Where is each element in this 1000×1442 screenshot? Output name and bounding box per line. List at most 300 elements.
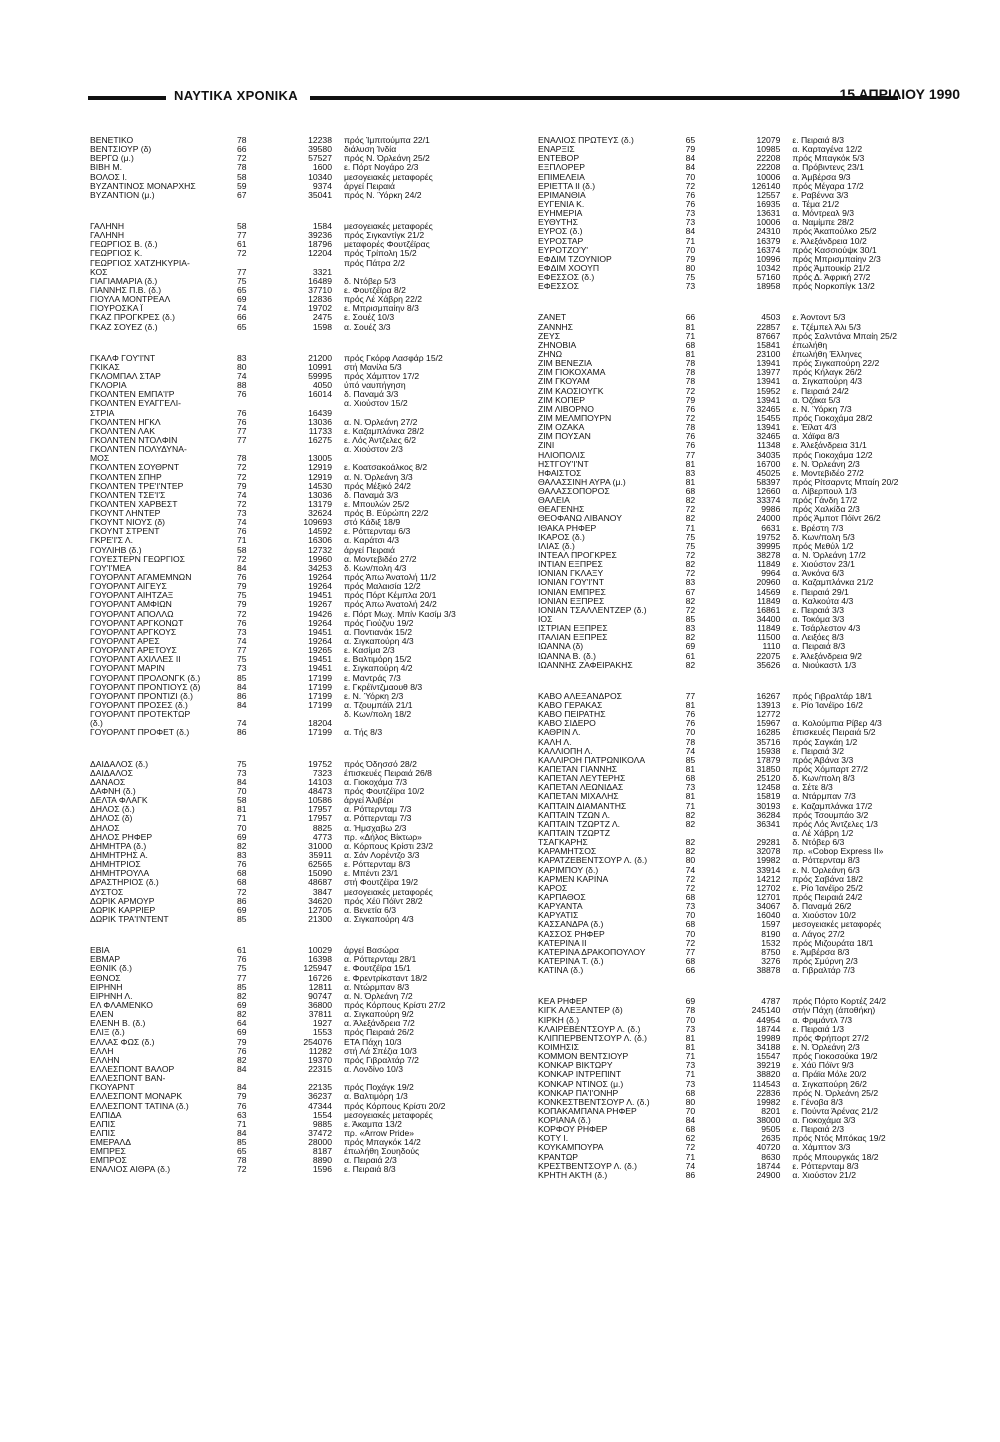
ship-row (90, 1074, 486, 1083)
ship-row (90, 323, 486, 332)
tonnage: 15455 (756, 412, 781, 423)
ship-name: ΓΚΟΥΝΤ ΛΗΝΤΕΡ (90, 509, 161, 519)
ship-row (538, 264, 934, 273)
position-note: ε. Τσάρλεστον 4/3 (792, 624, 861, 634)
tonnage: 36237 (308, 1091, 332, 1102)
ship-name: ΚΟΡΦΟΥ ΡΗΦΕΡ (538, 1125, 608, 1135)
ship-row (90, 163, 486, 172)
position-note: πρός Κήλαγκ 26/2 (792, 368, 862, 378)
year-built: 81 (685, 700, 696, 711)
ship-name: ΖΙΜ ΟΖΑΚΑ (538, 423, 585, 433)
tonnage: 21300 (308, 913, 332, 924)
year-built: 67 (237, 189, 247, 200)
year-built: 82 (685, 513, 696, 524)
tonnage: 12836 (308, 294, 332, 305)
ship-name: ΙΟΝΙΑΝ ΤΣΑΛΛΕΝΤΖΕΡ (δ.) (538, 605, 647, 615)
position-note: α. Βαλτιμόρη 1/3 (344, 1092, 408, 1102)
year-built: 72 (685, 937, 696, 948)
year-built: 70 (685, 1014, 696, 1025)
ship-name: ΖΗΝΟΒΙΑ (538, 340, 577, 350)
year-built: 76 (237, 1100, 247, 1111)
ship-name: ΤΣΑΓΚΑΡΗΣ (538, 838, 588, 848)
tonnage: 17199 (308, 681, 332, 692)
ship-name: ΚΑΡΜΕΝ ΚΑΡΙΝΑ (538, 874, 609, 884)
position-note: πρός Ρίτσαρντς Μπαίη 20/2 (792, 477, 899, 487)
ship-row (90, 173, 486, 182)
ship-name: ΕΛΛΕΣΠΟΝΤ ΒΑΝ- (90, 1074, 166, 1084)
ship-row (538, 966, 934, 975)
ship-row (538, 227, 934, 236)
ship-row (538, 792, 934, 801)
position-note: πρός Μέγαρα 17/2 (792, 181, 864, 191)
position-note: ε. Χιούστον 23/1 (792, 560, 855, 570)
position-note: έπωλήθη Έλληνες (792, 349, 862, 359)
tonnage: 15952 (756, 385, 781, 396)
tonnage: 1927 (312, 1018, 332, 1029)
year-built: 78 (685, 367, 696, 378)
ship-name: (δ.) (90, 719, 103, 729)
year-built: 79 (685, 144, 696, 155)
tonnage: 12811 (308, 981, 332, 992)
tonnage: 1584 (312, 220, 332, 231)
year-built: 82 (237, 1009, 247, 1020)
tonnage: 10985 (756, 144, 781, 155)
tonnage: 19264 (308, 636, 332, 647)
ship-name: ΕΛΛΑΣ ΦΩΣ (δ.) (90, 1037, 155, 1047)
ship-name: ΔΗΜΗΤΡΑ (δ.) (90, 841, 147, 851)
ship-row (90, 286, 486, 295)
year-built: 78 (237, 453, 247, 464)
position-note: πρός Μπαγκόκ 5/3 (792, 154, 865, 164)
tonnage: 12772 (756, 709, 781, 720)
ship-name: ΓΟΥΟΡΛΝΤ ΠΡΟΤΕΚΤΩΡ (90, 710, 191, 720)
ship-name: ΓΚΟΛΝΤΕΝ ΕΜΠΑ'Ι'Ρ (90, 390, 175, 400)
position-note: α. Καράτσι 4/3 (344, 536, 400, 546)
ship-row (90, 778, 486, 787)
year-built: 71 (685, 1151, 696, 1162)
year-built: 74 (237, 489, 247, 500)
ship-row (90, 555, 486, 564)
year-built: 76 (237, 416, 247, 427)
tonnage: 36284 (756, 809, 781, 820)
tonnage: 10006 (756, 217, 781, 228)
tonnage: 13941 (756, 376, 781, 387)
year-built: 76 (237, 954, 247, 965)
ship-name: ΚΟΤΥ Ι. (538, 1134, 569, 1144)
ship-row (90, 610, 486, 619)
year-built: 68 (685, 919, 696, 930)
tonnage: 37811 (308, 1009, 332, 1020)
year-built: 72 (685, 412, 696, 423)
ship-name: ΕΥΡΟΣ (δ.) (538, 227, 583, 237)
position-note: πρός Γιβραλτάρ 7/2 (344, 1055, 419, 1065)
position-note: α. Πειραιά 8/3 (792, 642, 846, 652)
ship-row (90, 600, 486, 609)
ship-row (538, 387, 934, 396)
tonnage: 35911 (308, 849, 332, 860)
tonnage: 10342 (756, 262, 781, 273)
year-built: 86 (237, 690, 247, 701)
position-note: α. Καρταγένα 12/2 (792, 145, 863, 155)
tonnage: 13913 (756, 700, 781, 711)
ship-name: ΙΟΝΙΑΝ ΕΜΠΡΕΣ (538, 587, 606, 597)
year-built: 72 (685, 1142, 696, 1153)
position-note (344, 719, 486, 728)
tonnage: 1600 (312, 162, 332, 173)
position-note: ε. Σουέζ 10/3 (344, 313, 395, 323)
year-built: 73 (685, 208, 696, 219)
position-note: δ. Ντόβερ 6/3 (792, 838, 845, 848)
tonnage: 19989 (756, 1032, 781, 1043)
tonnage: 24000 (756, 513, 781, 524)
position-note: ε. Πειραιά 8/3 (792, 136, 844, 145)
ship-name: ΚΟΝΚΕΣΤΒΕΝΤΣΟΥΡ Λ. (δ.) (538, 1097, 650, 1107)
position-note: πρός Ν. Ύόρκη 24/2 (344, 190, 422, 200)
year-built: 85 (237, 913, 247, 924)
tonnage: 48473 (308, 786, 332, 796)
position-note: α. Πρόβιντενς 23/1 (792, 163, 864, 173)
tonnage: 38000 (756, 1115, 781, 1126)
year-built: 78 (237, 162, 247, 173)
ship-name: ΚΟΙΜΗΣΙΣ (538, 1042, 579, 1052)
tonnage: 2635 (761, 1133, 781, 1144)
tonnage: 12557 (756, 189, 781, 200)
year-built: 69 (237, 1027, 247, 1038)
tonnage: 38820 (756, 1069, 781, 1080)
position-note: ε. Ρόττερνταμ 6/3 (344, 527, 411, 537)
position-note: μεσογειακές μεταφορές (344, 172, 433, 182)
year-built: 72 (237, 553, 247, 564)
ship-name: ΓΚΟΛΝΤΕΝ ΣΟΥΘΡΝΤ (90, 463, 180, 473)
position-note: στή Λά Σπέζια 10/3 (344, 1046, 417, 1056)
ship-name: ΚΟΝΚΑΡ ΝΤΙΝΟΣ (μ.) (538, 1079, 624, 1089)
tonnage: 15967 (756, 718, 781, 729)
ship-name: ΕΥΡΟΣΤΑΡ (538, 236, 584, 246)
year-built: 82 (237, 1054, 247, 1065)
ship-name: ΖΙΜ ΠΟΥΣΑΝ (538, 432, 591, 442)
ship-name: ΚΑΡΟΣ (538, 883, 568, 893)
ship-row (538, 451, 934, 460)
ship-row (90, 463, 486, 472)
year-built: 71 (685, 235, 696, 246)
position-note: ε. Άκαμπα 13/2 (344, 1119, 402, 1129)
position-note: α. Ν. Όρλεάνη 3/3 (344, 472, 413, 482)
ship-row (538, 902, 934, 911)
position-note: α. Ν. Όρλεάνη 27/2 (344, 417, 418, 427)
tonnage: 245140 (751, 1005, 781, 1016)
year-built: 69 (237, 999, 247, 1010)
position-note: α. Σέτε 8/3 (792, 783, 833, 793)
ship-name: ΓΙΑΓΙΑΜΑΡΙΑ (δ.) (90, 276, 158, 286)
ship-name: ΓΚΛΟΡΙΑ (90, 381, 127, 391)
position-note: α. Ναμίμπε 28/2 (792, 218, 854, 228)
ship-name: ΕΒΙΑ (90, 946, 110, 956)
position-note: ε. Ν. Ύόρκη 2/3 (344, 691, 404, 701)
ship-name: ΓΑΛΗΝΗ (90, 231, 125, 241)
tonnage: 48687 (308, 877, 332, 888)
ship-name: ΓΚΟΛΝΤΕΝ ΤΡΕ'Ι'ΝΤΕΡ (90, 481, 184, 491)
ship-row (538, 939, 934, 948)
position-note: α. Λονδίνο 10/3 (344, 1064, 403, 1074)
ship-row (90, 860, 486, 869)
ship-row (538, 875, 934, 884)
year-built: 82 (685, 659, 696, 670)
year-built: 58 (237, 795, 247, 806)
ship-name: ΔΥΣΤΟΣ (90, 887, 124, 897)
ship-name: ΚΙΓΚ ΑΛΕΞΑΝΤΕΡ (δ) (538, 1006, 623, 1016)
tonnage: 1110 (762, 641, 781, 652)
position-note: δ. Παναμά 3/3 (344, 490, 399, 500)
tonnage: 20960 (756, 577, 781, 588)
year-built: 79 (237, 480, 247, 491)
position-note: ε. Άλεξάνδρεια 31/1 (792, 441, 867, 451)
ship-name: ΒΥΖΑΝΤΙΟΝ (μ.) (90, 190, 155, 200)
ship-group (538, 136, 934, 291)
ship-name: ΚΕΑ ΡΗΦΕΡ (538, 997, 588, 1007)
ship-name: ΓΚΑΖ ΠΡΟΓΚΡΕΣ (δ.) (90, 313, 175, 323)
ship-row (90, 964, 486, 973)
ship-row (538, 396, 934, 405)
ship-name: ΓΟΥΟΡΛΝΤ ΑΡΓΚΟΝΩΤ (90, 618, 184, 628)
tonnage: 58397 (756, 476, 781, 487)
position-note: α. Μοντεβιδέο 27/2 (344, 554, 417, 564)
ship-row (90, 1019, 486, 1028)
position-note: α. Ρόττερνταμ 7/3 (344, 814, 412, 824)
tonnage: 8630 (761, 1151, 781, 1162)
ship-name: ΕΛΛΗ (90, 1046, 114, 1056)
ship-name: ΔΑΙΔΑΛΟΣ (δ.) (90, 759, 149, 769)
year-built: 83 (685, 577, 696, 588)
ship-row (90, 222, 486, 231)
year-built: 77 (237, 266, 247, 277)
position-note: ε. Ρόττερνταμ 8/3 (792, 1161, 859, 1171)
position-note: πρός Ν. Όρλεάνη 25/2 (344, 154, 430, 164)
ship-row (538, 163, 934, 172)
ship-row (538, 597, 934, 606)
position-note: α. Κολούμπια Ρίβερ 4/3 (792, 719, 882, 729)
header-rule-right (310, 96, 898, 100)
year-built: 77 (237, 425, 247, 436)
position-note: πρός Λέ Χάβρη 22/2 (344, 295, 423, 305)
position-note: ε. Μοντεβιδέο 27/2 (792, 468, 864, 478)
position-note: στήν Πάχη (άποθήκη) (792, 1006, 876, 1016)
tonnage: 31850 (756, 764, 781, 774)
year-built: 76 (685, 189, 696, 200)
tonnage: 19370 (308, 1054, 332, 1065)
ship-row (90, 1111, 486, 1120)
ship-row (538, 569, 934, 578)
ship-name: ΚΑΣΣΑΝΔΡΑ (δ.) (538, 920, 604, 930)
ship-row (90, 573, 486, 582)
position-note: μεσογειακές μεταφορές (344, 221, 433, 231)
ship-name: ΕΥΓΕΝΙΑ Κ. (538, 199, 585, 209)
ship-name: ΚΑΠΕΤΑΝ ΛΕΩΝΙΔΑΣ (538, 783, 624, 793)
ship-name: ΚΟΥΚΑΜΠΟΥΡΑ (538, 1143, 604, 1153)
year-built: 84 (685, 226, 696, 237)
position-note: α. Τέμα 21/2 (792, 199, 840, 209)
ship-name: ΙΣΤΡΙΑΝ ΕΞΠΡΕΣ (538, 624, 608, 634)
ship-name: ΔΩΡΙΚ ΤΡΑ'Ι'ΝΤΕΝΤ (90, 914, 169, 924)
tonnage: 10006 (756, 171, 781, 182)
position-note: α. Χάϊφα 8/3 (792, 432, 840, 442)
year-built: 78 (685, 1005, 696, 1016)
year-built: 81 (685, 791, 696, 802)
ship-name: ΘΕΟΦΑΝΩ ΛΙΒΑΝΟΥ (538, 514, 622, 524)
ship-name: ΕΛΕΝ (90, 1010, 114, 1020)
tonnage: 87667 (756, 330, 781, 341)
tonnage: 8750 (761, 946, 781, 957)
ship-row (538, 920, 934, 929)
tonnage: 30193 (756, 800, 781, 811)
position-note: α. Πράϊα Μόλε 20/2 (792, 1070, 867, 1080)
year-built: 62 (685, 1133, 696, 1144)
year-built: 72 (237, 886, 247, 897)
year-built: 72 (685, 180, 696, 191)
tonnage: 16700 (756, 458, 781, 469)
position-note: μεταφορές Φουτζέϊρας (344, 240, 430, 250)
year-built: 68 (685, 773, 696, 784)
tonnage: 19451 (308, 663, 332, 674)
tonnage: 57527 (308, 153, 332, 164)
year-built: 73 (237, 767, 247, 778)
year-built: 74 (685, 864, 696, 875)
ship-row (538, 145, 934, 154)
tonnage: 12919 (308, 471, 332, 482)
year-built: 76 (685, 440, 696, 451)
ship-row (90, 646, 486, 655)
ship-name: ΓΟΥ'Ι'ΜΕΑ (90, 563, 132, 573)
ship-row (538, 191, 934, 200)
tonnage: 15090 (308, 868, 332, 879)
ship-row (90, 1010, 486, 1019)
ship-row (90, 191, 486, 200)
ship-name: ΒΟΛΟΣ Ι. (90, 172, 127, 182)
ship-row (538, 728, 934, 737)
ship-row (90, 1147, 486, 1156)
ship-name: ΓΚΟΛΝΤΕΝ ΝΤΟΛΦΙΝ (90, 435, 178, 445)
year-built: 79 (237, 599, 247, 610)
ship-row (90, 974, 486, 983)
position-note: α. Ήμσχαβω 2/3 (344, 823, 407, 833)
year-built: 74 (237, 636, 247, 647)
tonnage: 19451 (308, 626, 332, 637)
ship-name: ΚΑΡΠΑΘΟΣ (538, 892, 586, 902)
ship-name: ΓΙΟΥΛΑ ΜΟΝΤΡΕΑΛ (90, 295, 171, 305)
year-built: 70 (685, 928, 696, 939)
tonnage: 14569 (756, 586, 781, 597)
ship-row (538, 524, 934, 533)
tonnage: 10991 (308, 361, 332, 372)
ship-name: ΙΘΑΚΑ ΡΗΦΕΡ (538, 523, 597, 533)
ship-name: ΚΑΤΕΡΙΝΑ ΔΡΑΚΟΠΟΥΛΟΥ (538, 947, 646, 957)
year-built: 81 (685, 1032, 696, 1043)
tonnage: 16275 (308, 434, 332, 445)
tonnage: 19982 (756, 855, 781, 866)
ship-name: ΗΦΑΙΣΤΟΣ (538, 468, 582, 478)
year-built: 70 (685, 244, 696, 255)
year-built: 84 (237, 1082, 247, 1093)
ship-row (538, 209, 934, 218)
ship-name: ΕΥΡΟΤΖΟ'Υ' (538, 245, 589, 255)
tonnage: 57160 (756, 272, 781, 283)
tonnage: 19267 (308, 599, 332, 610)
tonnage: 39995 (756, 540, 781, 551)
ship-row (538, 505, 934, 514)
year-built: 85 (237, 1137, 247, 1148)
ship-name: ΚΑΡΥΑΤΙΣ (538, 911, 579, 921)
ship-row (90, 154, 486, 163)
page-header (88, 86, 960, 110)
ship-row (538, 323, 934, 332)
position-note: δ. Κων/πολη 4/3 (344, 563, 407, 573)
position-note: α. Καζαμπλάνκα 21/2 (792, 578, 874, 588)
position-note: πρός Ίμπιτούμπα 22/1 (344, 136, 430, 145)
ship-row (538, 1034, 934, 1043)
publication-title: ΝΑΥΤΙΚΑ ΧΡΟΝΙΚΑ (174, 88, 298, 103)
tonnage: 16379 (756, 235, 781, 246)
ship-row (90, 436, 486, 445)
tonnage: 11500 (757, 632, 781, 643)
ship-name: ΚΑΛΗ Λ. (538, 737, 572, 747)
ship-name: ΚΑΠΕΤΑΝ ΛΕΥΤΕΡΗΣ (538, 774, 626, 784)
position-note: α. Ντάρμπαν 7/3 (792, 792, 856, 802)
ship-row (538, 661, 934, 670)
ship-row (538, 1134, 934, 1143)
year-built: 76 (237, 1045, 247, 1056)
ship-row (90, 445, 486, 454)
tonnage: 4050 (312, 380, 332, 391)
year-built: 61 (685, 650, 696, 661)
ship-name: ΖΑΝΝΗΣ (538, 322, 573, 332)
ship-name: ΔΡΑΣΤΗΡΙΟΣ (δ.) (90, 878, 159, 888)
year-built: 84 (237, 1127, 247, 1138)
year-built: 63 (237, 1109, 247, 1120)
tonnage: 11733 (308, 425, 332, 436)
ship-name: ΓΚΟΛΝΤΕΝ ΛΑΚ (90, 426, 155, 436)
position-note: α. Σιγκαπούρη 4/3 (344, 914, 414, 924)
position-note: α. Γιοκοχάμα 7/3 (344, 777, 408, 787)
ship-name: ΙΝΤΕΑΛ ΠΡΟΓΚΡΕΣ (538, 551, 617, 561)
year-built: 79 (685, 394, 696, 405)
position-note (344, 409, 486, 418)
year-built: 75 (237, 275, 247, 286)
position-note: πρός Δ. Άφρική 27/2 (792, 273, 871, 283)
year-built: 83 (685, 467, 696, 478)
tonnage: 12079 (756, 135, 781, 145)
tonnage: 32078 (756, 846, 781, 857)
position-note: πρ. «Δήλος Βίκτωρ» (344, 832, 422, 842)
ship-row (90, 1156, 486, 1165)
ship-name: ΖΙΝΙ (538, 441, 555, 451)
ship-name: ΓΑΛΗΝΗ (90, 221, 125, 231)
tonnage: 23100 (756, 348, 781, 359)
ship-name: ΖΙΜ ΓΚΟΥΑΜ (538, 377, 590, 387)
ship-row (90, 824, 486, 833)
position-note: έπωλήθη Σουηδούς (344, 1147, 420, 1157)
tonnage: 11348 (757, 440, 781, 451)
position-note: πρός Φρήπορτ 27/2 (792, 1033, 869, 1043)
tonnage: 32465 (756, 403, 781, 414)
issue-date: 15 ΑΠΡΙΛΙΟΥ 1990 (839, 86, 960, 102)
position-note: μεσογειακές μεταφορές (344, 1110, 433, 1120)
ship-name: ΕΛΙΞ (δ.) (90, 1028, 125, 1038)
ship-row (90, 536, 486, 545)
ship-group (90, 136, 486, 200)
position-note: πρός Γιοκοχάμα 28/2 (792, 413, 873, 423)
year-built: 81 (685, 458, 696, 469)
position-note: α. Ποντιανάκ 15/2 (344, 627, 412, 637)
position-note: άργεί Άλιβέρι (344, 796, 394, 806)
